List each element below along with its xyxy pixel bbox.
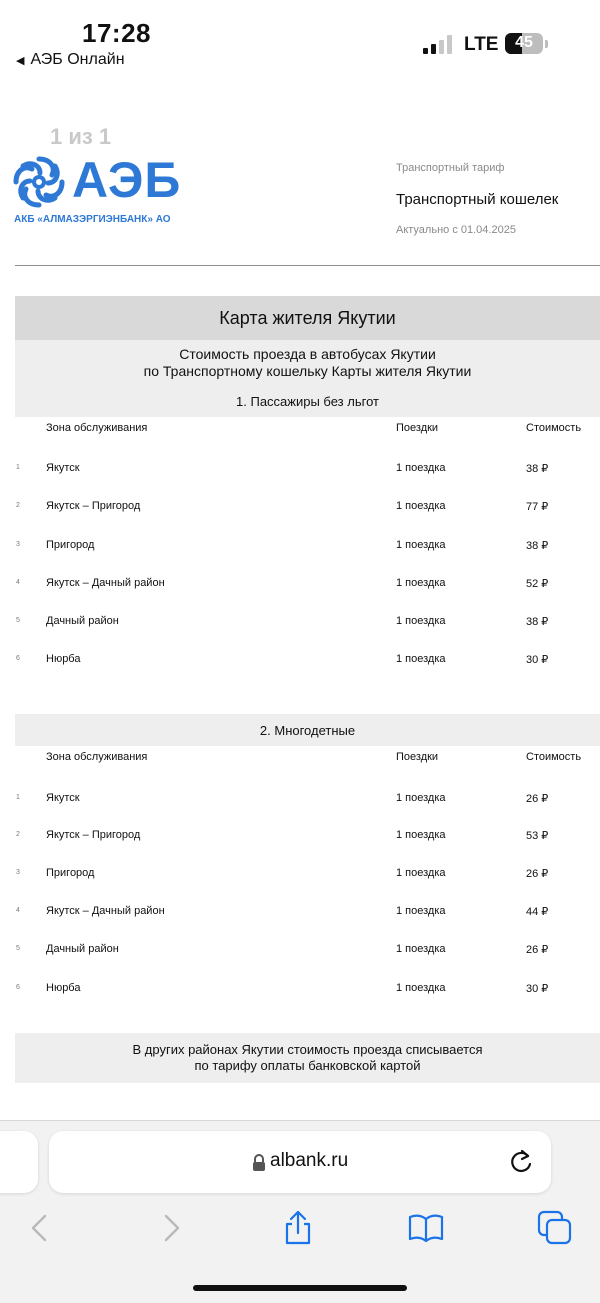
row-zone: Якутск	[46, 462, 80, 474]
row-zone: Якутск – Пригород	[46, 500, 141, 512]
table-row	[0, 577, 600, 597]
address-bar[interactable]	[49, 1131, 551, 1193]
tabs-icon[interactable]	[535, 1208, 575, 1248]
row-cost: 44 ₽	[526, 906, 549, 918]
row-trips: 1 поездка	[396, 539, 446, 551]
table-row	[0, 500, 600, 520]
row-cost: 38 ₽	[526, 540, 549, 552]
row-number: 1	[16, 464, 20, 471]
row-trips: 1 поездка	[396, 829, 446, 841]
row-number: 6	[16, 655, 20, 662]
header-divider	[15, 265, 600, 266]
row-zone: Дачный район	[46, 943, 119, 955]
table-row	[0, 943, 600, 963]
row-cost: 53 ₽	[526, 830, 549, 842]
table-row	[0, 615, 600, 635]
bookmarks-icon[interactable]	[406, 1208, 446, 1248]
forward-icon[interactable]	[151, 1208, 191, 1248]
row-trips: 1 поездка	[396, 943, 446, 955]
row-cost: 38 ₽	[526, 463, 549, 475]
col-head-zone: Зона обслуживания	[46, 751, 148, 763]
row-zone: Якутск – Дачный район	[46, 905, 165, 917]
bank-logo-text: АЭБ	[72, 152, 182, 208]
section-2-title: 2. Многодетные	[15, 714, 600, 746]
table-row	[0, 867, 600, 887]
row-trips: 1 поездка	[396, 792, 446, 804]
table-row	[0, 982, 600, 1002]
row-cost: 52 ₽	[526, 578, 549, 590]
row-number: 5	[16, 945, 20, 952]
row-cost: 26 ₽	[526, 793, 549, 805]
section-1-title: 1. Пассажиры без льгот	[15, 385, 600, 417]
table-row	[0, 462, 600, 482]
battery-icon	[505, 33, 543, 54]
row-trips: 1 поездка	[396, 653, 446, 665]
col-head-trips: Поездки	[396, 422, 439, 434]
row-number: 4	[16, 907, 20, 914]
row-cost: 30 ₽	[526, 654, 549, 666]
row-zone: Нюрба	[46, 653, 81, 665]
row-number: 6	[16, 984, 20, 991]
row-number: 4	[16, 579, 20, 586]
back-app-label: АЭБ Онлайн	[30, 51, 125, 68]
back-triangle-icon: ◀	[16, 54, 25, 67]
share-icon[interactable]	[278, 1208, 318, 1248]
row-trips: 1 поездка	[396, 462, 446, 474]
row-cost: 26 ₽	[526, 868, 549, 880]
bank-logo-subtitle: АКБ «АЛМАЗЭРГИЭНБАНК» АО	[14, 214, 171, 225]
tariff-date: Актуально с 01.04.2025	[396, 224, 516, 236]
row-cost: 38 ₽	[526, 616, 549, 628]
row-zone: Пригород	[46, 539, 95, 551]
page-counter: 1 из 1	[50, 124, 112, 149]
row-cost: 26 ₽	[526, 944, 549, 956]
bank-logo-mark-icon	[12, 155, 66, 209]
row-zone: Пригород	[46, 867, 95, 879]
row-number: 5	[16, 617, 20, 624]
row-trips: 1 поездка	[396, 867, 446, 879]
row-number: 2	[16, 502, 20, 509]
back-icon[interactable]	[20, 1208, 60, 1248]
row-trips: 1 поездка	[396, 905, 446, 917]
card-title: Карта жителя Якутии	[15, 296, 600, 340]
row-zone: Дачный район	[46, 615, 119, 627]
tariff-label: Транспортный тариф	[396, 162, 505, 174]
table-row	[0, 792, 600, 812]
home-indicator[interactable]	[193, 1285, 407, 1291]
cellular-signal-icon	[423, 34, 452, 54]
battery-tip	[545, 40, 548, 48]
row-trips: 1 поездка	[396, 577, 446, 589]
status-time: 17:28	[82, 18, 151, 48]
status-bar	[0, 0, 600, 80]
row-number: 3	[16, 541, 20, 548]
address-domain: albank.ru	[270, 1150, 349, 1171]
col-head-cost: Стоимость	[526, 751, 582, 763]
row-trips: 1 поездка	[396, 500, 446, 512]
note-line2: по тарифу оплаты банковской картой	[194, 1058, 421, 1073]
row-zone: Якутск – Пригород	[46, 829, 141, 841]
row-zone: Нюрба	[46, 982, 81, 994]
table-row	[0, 653, 600, 673]
row-trips: 1 поездка	[396, 982, 446, 994]
battery-level: 45	[515, 34, 533, 51]
back-to-app-link[interactable]	[16, 51, 125, 69]
row-number: 3	[16, 869, 20, 876]
tariff-name: Транспортный кошелек	[396, 191, 559, 208]
card-subtitle-line1: Стоимость проезда в автобусах Якутии	[179, 345, 436, 362]
table-row	[0, 829, 600, 849]
table-row	[0, 539, 600, 559]
col-head-zone: Зона обслуживания	[46, 422, 148, 434]
network-type: LTE	[464, 34, 499, 55]
reload-icon[interactable]	[508, 1148, 534, 1176]
previous-tab-preview[interactable]	[0, 1131, 38, 1193]
col-head-trips: Поездки	[396, 751, 439, 763]
row-number: 2	[16, 831, 20, 838]
row-number: 1	[16, 794, 20, 801]
card-subtitle-line2: по Транспортному кошельку Карты жителя Якутии	[143, 362, 472, 379]
row-zone: Якутск	[46, 792, 80, 804]
row-cost: 30 ₽	[526, 983, 549, 995]
table-row	[0, 905, 600, 925]
other-districts-note	[15, 1033, 600, 1083]
note-line1: В других районах Якутии стоимость проезда списывается	[132, 1042, 483, 1057]
row-cost: 77 ₽	[526, 501, 549, 513]
card-subtitle	[15, 340, 600, 385]
lock-icon	[250, 1153, 268, 1173]
col-head-cost: Стоимость	[526, 422, 582, 434]
row-zone: Якутск – Дачный район	[46, 577, 165, 589]
row-trips: 1 поездка	[396, 615, 446, 627]
